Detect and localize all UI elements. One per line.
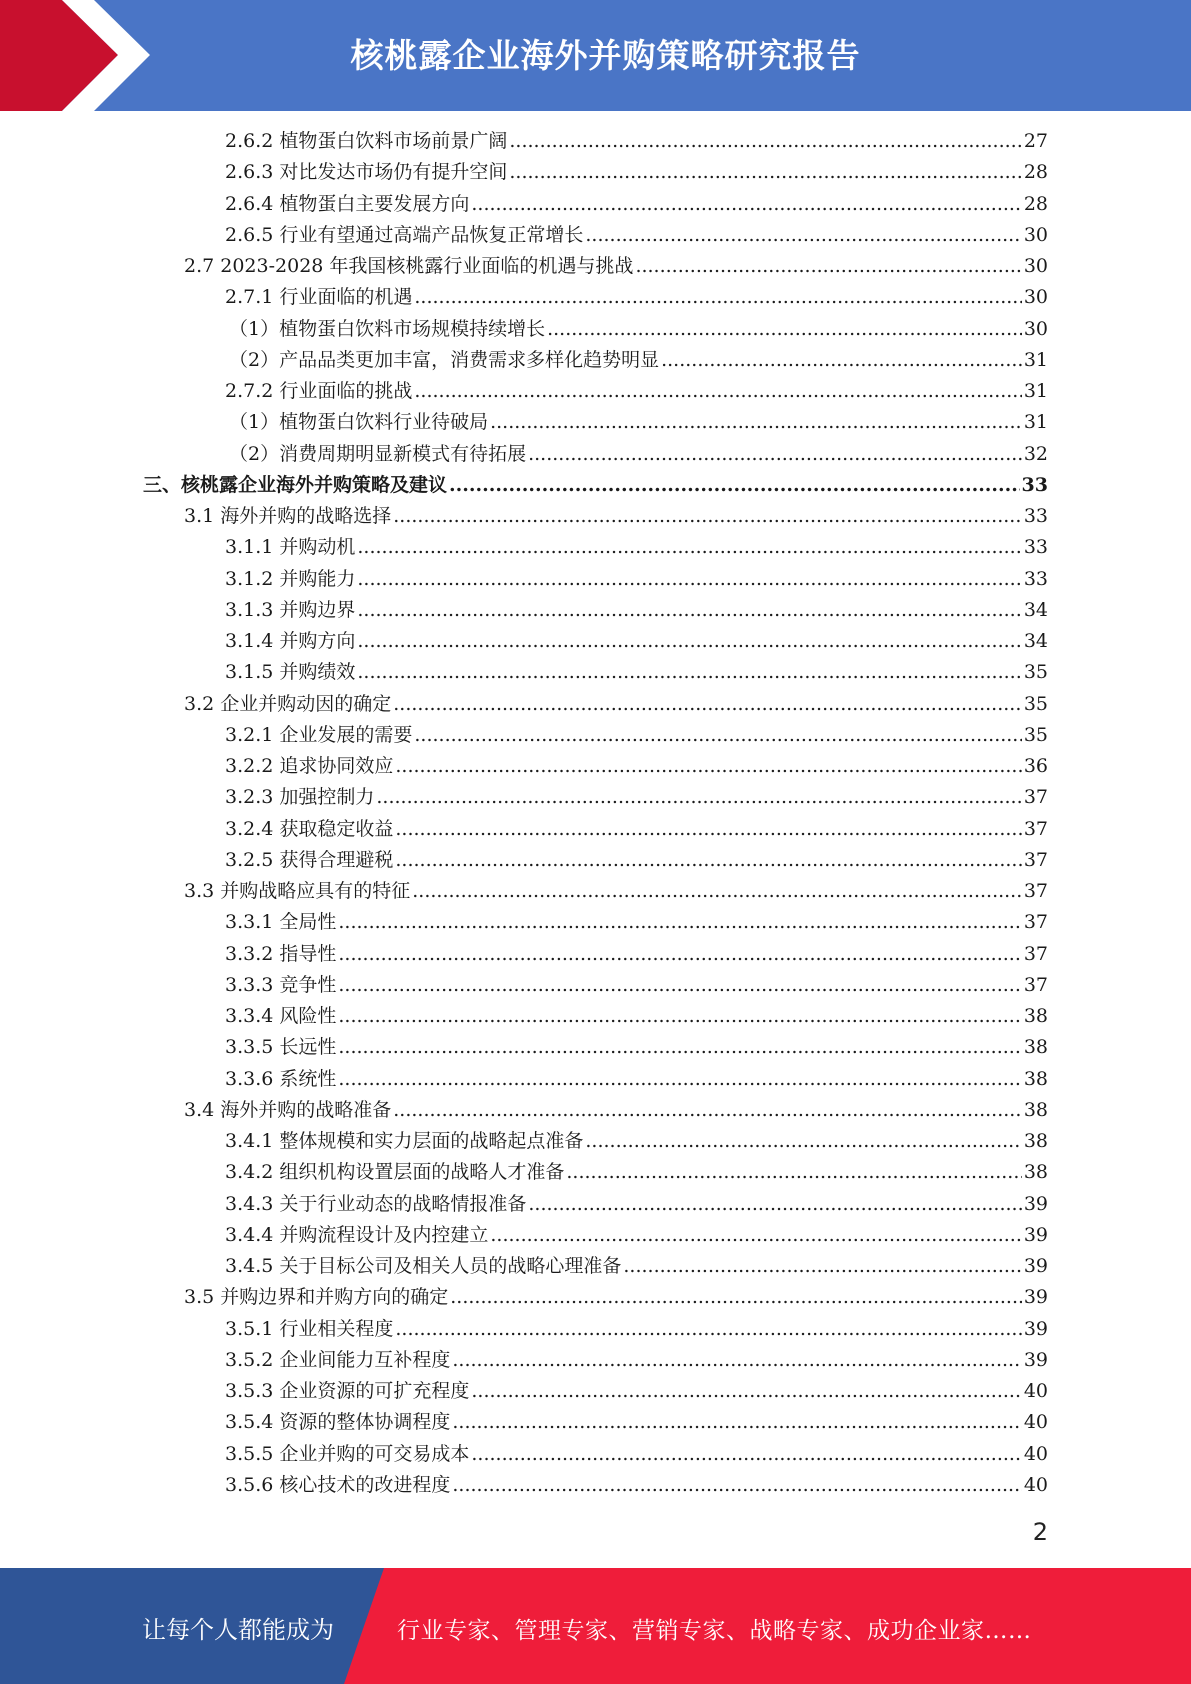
toc-entry-label: 3.5.5 企业并购的可交易成本 <box>225 1442 470 1465</box>
toc-entry[interactable] <box>229 407 1048 438</box>
toc-entry[interactable] <box>225 1064 1048 1095</box>
toc-leader-dots <box>393 689 1022 720</box>
toc-entry-page: 33 <box>1023 567 1048 590</box>
report-title: 核桃露企业海外并购策略研究报告 <box>350 36 861 75</box>
toc-entry-label: 3.3.6 系统性 <box>225 1067 337 1090</box>
toc-leader-dots <box>635 251 1021 282</box>
toc-entry-page: 30 <box>1023 286 1048 309</box>
toc-entry[interactable] <box>225 220 1048 251</box>
toc-entry[interactable] <box>225 1376 1048 1407</box>
toc-entry-page: 37 <box>1023 942 1048 965</box>
toc-entry-label: 3.1.5 并购绩效 <box>225 661 356 684</box>
toc-entry[interactable] <box>225 751 1048 782</box>
toc-entry[interactable] <box>225 189 1048 220</box>
toc-entry[interactable] <box>184 1095 1048 1126</box>
toc-entry[interactable] <box>225 1220 1048 1251</box>
toc-leader-dots <box>395 814 1021 845</box>
toc-entry-page: 34 <box>1023 630 1048 652</box>
toc-entry-page: 35 <box>1023 661 1048 684</box>
toc-entry[interactable] <box>225 657 1048 688</box>
toc-entry-page: 38 <box>1023 1036 1048 1059</box>
toc-leader-dots <box>449 470 1020 501</box>
toc-entry[interactable] <box>225 1157 1048 1188</box>
toc-entry-label: 3.3.2 指导性 <box>225 942 337 965</box>
toc-entry-page: 35 <box>1023 692 1048 715</box>
toc-entry-label: 2.6.2 植物蛋白饮料市场前景广阔 <box>225 130 508 152</box>
toc-entry-label: 3.1.1 并购动机 <box>225 536 356 559</box>
toc-entry[interactable] <box>225 845 1048 876</box>
toc-entry[interactable] <box>225 720 1048 751</box>
page-number: 2 <box>1032 1518 1048 1546</box>
toc-entry[interactable] <box>225 814 1048 845</box>
toc-leader-dots <box>547 314 1022 345</box>
toc-entry-page: 40 <box>1023 1442 1048 1465</box>
toc-leader-dots <box>452 1345 1021 1376</box>
toc-leader-dots <box>393 501 1022 532</box>
toc-entry-label: 2.7.2 行业面临的挑战 <box>225 380 413 402</box>
toc-entry[interactable] <box>225 126 1048 157</box>
toc-entry-page: 31 <box>1023 380 1048 402</box>
toc-entry-label: 3.2 企业并购动因的确定 <box>184 692 392 715</box>
toc-entry-page: 38 <box>1023 1130 1048 1152</box>
toc-entry-label: 2.6.5 行业有望通过高端产品恢复正常增长 <box>225 223 584 246</box>
toc-leader-dots <box>357 626 1021 657</box>
toc-leader-dots <box>338 1001 1021 1032</box>
toc-entry-page: 37 <box>1023 973 1048 996</box>
toc-leader-dots <box>452 1470 1021 1501</box>
toc-leader-dots <box>393 1095 1022 1126</box>
toc-entry-label: 3.1 海外并购的战略选择 <box>184 505 392 527</box>
page-header <box>0 0 1191 111</box>
toc-entry-page: 38 <box>1023 1067 1048 1090</box>
toc-leader-dots <box>471 1376 1021 1407</box>
toc-entry-page: 30 <box>1023 223 1048 246</box>
toc-entry-page: 34 <box>1023 598 1048 621</box>
toc-entry-page: 38 <box>1023 1098 1048 1121</box>
toc-leader-dots <box>376 782 1021 813</box>
toc-entry-page: 37 <box>1023 786 1048 809</box>
toc-entry-label: 2.7.1 行业面临的机遇 <box>225 286 413 309</box>
toc-entry[interactable] <box>225 1189 1048 1220</box>
toc-entry[interactable] <box>225 1470 1048 1501</box>
toc-leader-dots <box>471 189 1021 220</box>
toc-leader-dots <box>412 876 1022 907</box>
toc-entry[interactable] <box>225 1126 1048 1157</box>
toc-entry-page: 28 <box>1023 192 1048 215</box>
toc-entry-page: 28 <box>1023 161 1048 184</box>
toc-leader-dots <box>585 1126 1021 1157</box>
toc-entry-label: 3.4.3 关于行业动态的战略情报准备 <box>225 1192 527 1215</box>
toc-entry-label: 3.2.4 获取稳定收益 <box>225 817 394 840</box>
toc-entry-label: 3.2.3 加强控制力 <box>225 786 375 809</box>
toc-entry[interactable] <box>225 376 1048 407</box>
footer-slogan-left: 让每个人都能成为 <box>142 1616 334 1644</box>
toc-entry[interactable] <box>225 532 1048 563</box>
toc-entry[interactable] <box>184 251 1048 282</box>
toc-entry-page: 30 <box>1023 317 1048 340</box>
toc-entry-label: （1）植物蛋白饮料市场规模持续增长 <box>229 317 546 340</box>
toc-entry[interactable] <box>225 564 1048 595</box>
toc-entry-page: 31 <box>1023 348 1048 371</box>
toc-entry-page: 40 <box>1023 1380 1048 1402</box>
toc-entry-label: 3.5.6 核心技术的改进程度 <box>225 1473 451 1496</box>
toc-entry[interactable] <box>184 1282 1048 1313</box>
toc-leader-dots <box>395 845 1021 876</box>
toc-leader-dots <box>471 1439 1021 1470</box>
toc-entry[interactable] <box>184 501 1048 532</box>
toc-leader-dots <box>490 407 1022 438</box>
toc-entry-page: 40 <box>1023 1411 1048 1434</box>
toc-entry[interactable] <box>225 282 1048 313</box>
toc-entry-page: 39 <box>1023 1223 1048 1246</box>
toc-leader-dots <box>623 1251 1021 1282</box>
toc-entry-page: 27 <box>1023 130 1048 152</box>
toc-leader-dots <box>528 1189 1021 1220</box>
toc-entry-label: 3.3 并购战略应具有的特征 <box>184 880 411 902</box>
toc-leader-dots <box>661 345 1022 376</box>
toc-entry[interactable] <box>225 939 1048 970</box>
toc-entry-page: 39 <box>1023 1286 1048 1309</box>
toc-entry-label: （1）植物蛋白饮料行业待破局 <box>229 411 489 434</box>
toc-leader-dots <box>414 720 1021 751</box>
toc-entry-page: 37 <box>1023 848 1048 871</box>
toc-entry[interactable] <box>225 157 1048 188</box>
toc-entry-page: 39 <box>1023 1192 1048 1215</box>
page-footer <box>0 1568 1191 1684</box>
toc-leader-dots <box>414 282 1021 313</box>
toc-entry[interactable] <box>184 689 1048 720</box>
toc-entry-label: 3.5.4 资源的整体协调程度 <box>225 1411 451 1434</box>
toc-entry-label: 3.1.3 并购边界 <box>225 598 356 621</box>
toc-leader-dots <box>338 1032 1021 1063</box>
toc-leader-dots <box>585 220 1021 251</box>
toc-entry-label: 3.3.4 风险性 <box>225 1005 337 1027</box>
toc-entry-page: 33 <box>1021 473 1048 496</box>
toc-entry[interactable] <box>225 626 1048 657</box>
toc-entry-label: 3.3.1 全局性 <box>225 911 337 934</box>
toc-entry[interactable] <box>229 439 1048 470</box>
toc-entry-page: 39 <box>1023 1255 1048 1277</box>
toc-entry-page: 38 <box>1023 1005 1048 1027</box>
toc-entry-label: 3.5 并购边界和并购方向的确定 <box>184 1286 449 1309</box>
toc-entry-label: 3.5.3 企业资源的可扩充程度 <box>225 1380 470 1402</box>
toc-entry[interactable] <box>225 1407 1048 1438</box>
toc-entry[interactable] <box>229 345 1048 376</box>
toc-leader-dots <box>357 657 1021 688</box>
toc-entry-label: （2）产品品类更加丰富，消费需求多样化趋势明显 <box>229 348 660 371</box>
toc-leader-dots <box>509 157 1021 188</box>
toc-leader-dots <box>338 970 1021 1001</box>
toc-entry-page: 39 <box>1023 1317 1048 1340</box>
toc-entry-page: 37 <box>1023 817 1048 840</box>
toc-entry-label: 3.5.1 行业相关程度 <box>225 1317 394 1340</box>
toc-leader-dots <box>490 1220 1021 1251</box>
toc-entry-page: 32 <box>1023 442 1048 465</box>
toc-entry-label: 3.4.5 关于目标公司及相关人员的战略心理准备 <box>225 1255 622 1277</box>
toc-entry-label: 3.4.1 整体规模和实力层面的战略起点准备 <box>225 1130 584 1152</box>
toc-entry-page: 31 <box>1023 411 1048 434</box>
toc-entry-label: 3.2.1 企业发展的需要 <box>225 723 413 746</box>
toc-entry[interactable] <box>225 1345 1048 1376</box>
toc-entry-label: 3.5.2 企业间能力互补程度 <box>225 1348 451 1371</box>
footer-slogan-right: 行业专家、管理专家、营销专家、战略专家、成功企业家…… <box>397 1618 1032 1644</box>
toc-leader-dots <box>338 907 1021 938</box>
toc-entry-label: 3.1.4 并购方向 <box>225 630 356 652</box>
toc-entry-page: 36 <box>1023 755 1048 777</box>
toc-entry-label: 3.4.2 组织机构设置层面的战略人才准备 <box>225 1161 565 1184</box>
toc-entry[interactable] <box>225 595 1048 626</box>
toc-entry[interactable] <box>184 876 1048 907</box>
toc-entry[interactable] <box>225 1439 1048 1470</box>
toc-leader-dots <box>450 1282 1022 1313</box>
toc-entry-label: 2.6.3 对比发达市场仍有提升空间 <box>225 161 508 184</box>
toc-leader-dots <box>338 939 1021 970</box>
toc-entry[interactable] <box>225 1001 1048 1032</box>
toc-entry[interactable] <box>225 1032 1048 1063</box>
toc-leader-dots <box>414 376 1021 407</box>
toc-entry[interactable] <box>229 314 1048 345</box>
toc-leader-dots <box>566 1157 1021 1188</box>
toc-entry[interactable] <box>143 470 1048 501</box>
toc-leader-dots <box>338 1064 1021 1095</box>
toc-leader-dots <box>452 1407 1021 1438</box>
toc-entry-label: 三、核桃露企业海外并购策略及建议 <box>143 473 448 496</box>
toc-leader-dots <box>357 532 1021 563</box>
toc-leader-dots <box>357 564 1021 595</box>
toc-entry-label: （2）消费周期明显新模式有待拓展 <box>229 442 527 465</box>
toc-entry-page: 40 <box>1023 1473 1048 1496</box>
toc-entry-label: 3.3.5 长远性 <box>225 1036 337 1059</box>
toc-leader-dots <box>395 1314 1021 1345</box>
toc-entry-label: 3.4.4 并购流程设计及内控建立 <box>225 1223 489 1246</box>
toc-leader-dots <box>528 439 1022 470</box>
toc-entry-page: 33 <box>1023 536 1048 559</box>
toc-entry-page: 39 <box>1023 1348 1048 1371</box>
toc-entry-label: 3.1.2 并购能力 <box>225 567 356 590</box>
toc-entry-page: 35 <box>1023 723 1048 746</box>
toc-entry[interactable] <box>225 782 1048 813</box>
toc-entry[interactable] <box>225 1314 1048 1345</box>
toc-leader-dots <box>395 751 1021 782</box>
toc-entry-label: 3.4 海外并购的战略准备 <box>184 1098 392 1121</box>
toc-entry-label: 3.2.5 获得合理避税 <box>225 848 394 871</box>
toc-entry-page: 37 <box>1023 911 1048 934</box>
toc-entry-page: 38 <box>1023 1161 1048 1184</box>
toc-entry[interactable] <box>225 907 1048 938</box>
toc-entry-label: 2.6.4 植物蛋白主要发展方向 <box>225 192 470 215</box>
toc-entry-page: 33 <box>1023 505 1048 527</box>
toc-entry-page: 30 <box>1023 255 1048 277</box>
toc-leader-dots <box>357 595 1021 626</box>
toc-entry-label: 3.2.2 追求协同效应 <box>225 755 394 777</box>
toc-entry[interactable] <box>225 970 1048 1001</box>
toc-entry-page: 37 <box>1023 880 1048 902</box>
toc-entry-label: 2.7 2023-2028 年我国核桃露行业面临的机遇与挑战 <box>184 255 634 277</box>
toc-entry-label: 3.3.3 竞争性 <box>225 973 337 996</box>
toc-leader-dots <box>509 126 1021 157</box>
toc-entry[interactable] <box>225 1251 1048 1282</box>
